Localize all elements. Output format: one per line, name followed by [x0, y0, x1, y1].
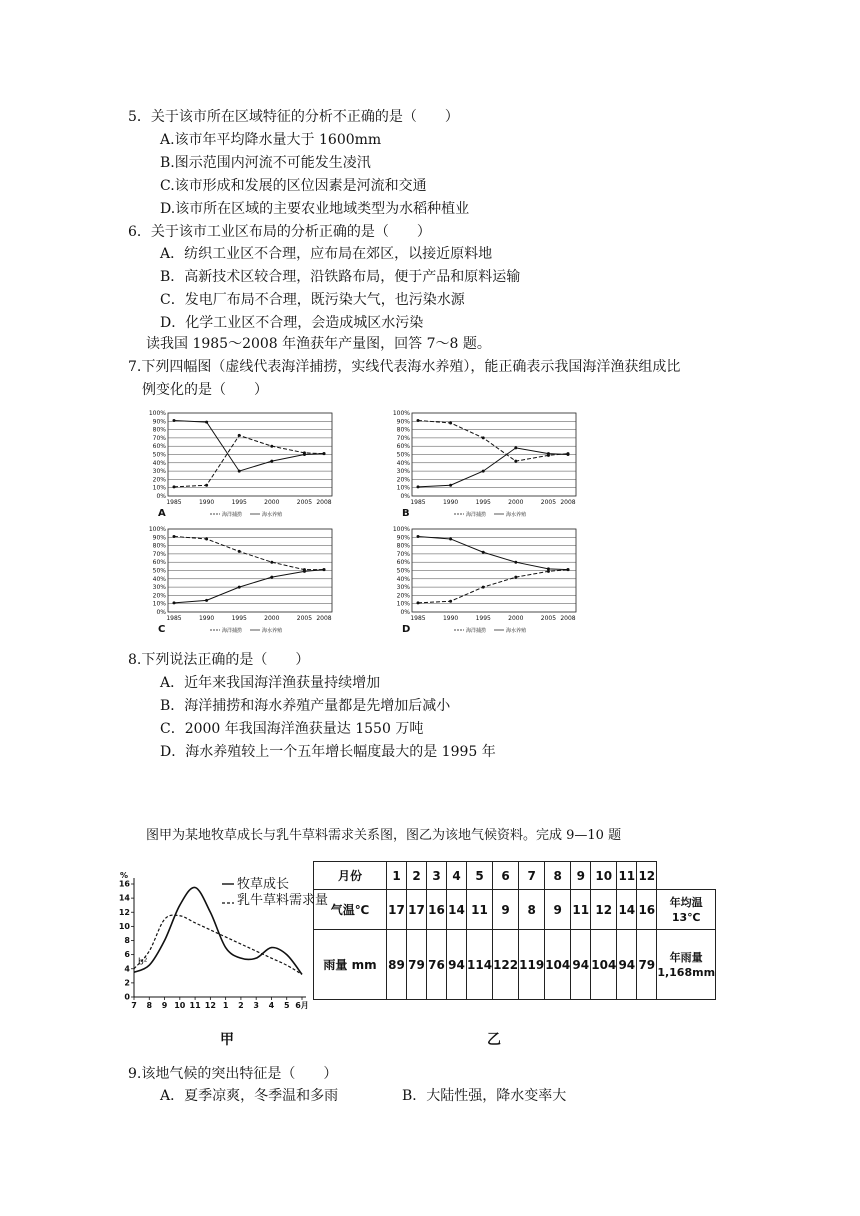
q6-option-b: B．高新技术区较合理，沿铁路布局，便于产品和原料运输: [160, 269, 521, 285]
data-point: [417, 485, 420, 488]
data-point: [205, 537, 208, 540]
x-tick-label: 2005: [540, 499, 557, 506]
y-tick-label: 60%: [396, 559, 410, 567]
data-point: [547, 452, 550, 455]
temp-cell: 16: [427, 890, 447, 930]
x-tick-label: 8: [146, 1001, 153, 1010]
y-tick-label: 80%: [396, 426, 410, 434]
temp-cell: 16: [637, 890, 657, 930]
q8-stem: 8.下列说法正确的是（ ）: [128, 652, 310, 668]
q9-option-a: A．夏季凉爽，冬季温和多雨: [160, 1088, 339, 1104]
data-point: [303, 453, 306, 456]
y-tick-label: 40%: [396, 459, 410, 467]
series-curve-乳牛草料需求量: [134, 915, 302, 974]
q6-option-c: C．发电厂布局不合理，既污染大气，也污染水源: [160, 292, 465, 308]
data-point: [270, 561, 273, 564]
month-cell: 6: [493, 862, 519, 890]
q9-stem: 9.该地气候的突出特征是（ ）: [128, 1066, 338, 1082]
q6-option-d: D．化学工业区不合理，会造成城区水污染: [160, 315, 424, 331]
y-tick-label: 100%: [148, 410, 166, 417]
temp-cell: 12: [591, 890, 617, 930]
data-point: [173, 601, 176, 604]
y-tick-label: 20%: [396, 476, 410, 484]
y-tick-label: 80%: [152, 542, 166, 550]
x-tick-label: 1995: [231, 615, 247, 622]
panel-label: C: [158, 624, 166, 635]
series-line-海洋捕捞: [174, 536, 324, 569]
temp-cell: 9: [493, 890, 519, 930]
temp-summary-value: 13℃: [671, 910, 701, 924]
y-tick-label: 90%: [152, 418, 166, 426]
temp-header: 气温℃: [314, 890, 387, 930]
data-point: [417, 535, 420, 538]
data-point: [238, 586, 241, 589]
panel-label: A: [158, 508, 166, 519]
y-tick-label: 16: [118, 879, 130, 889]
legend-label: 海洋捕捞: [222, 628, 243, 634]
q8-option-c: C．2000 年我国海洋渔获量达 1550 万吨: [160, 721, 424, 737]
month-row: [314, 862, 716, 890]
data-point: [449, 484, 452, 487]
y-tick-label: 80%: [152, 426, 166, 434]
q8-option-d: D．海水养殖较上一个五年增长幅度最大的是 1995 年: [160, 744, 496, 760]
month-cell: 10: [591, 862, 617, 890]
y-tick-label: 100%: [392, 526, 410, 533]
y-tick-label: 4: [124, 964, 130, 974]
y-tick-label: 2: [124, 978, 130, 988]
month-cell: 9: [571, 862, 591, 890]
x-tick-label: 2000: [508, 615, 524, 622]
y-tick-label: 60%: [152, 443, 166, 451]
x-tick-label: 1: [222, 1001, 229, 1010]
y-tick-label: 50%: [396, 567, 410, 575]
month-cell: 8: [545, 862, 571, 890]
q9-option-b: B．大陆性强，降水变率大: [402, 1088, 567, 1104]
temp-summary: [657, 890, 716, 930]
curve-marker-label: b²: [138, 957, 148, 968]
x-tick-label: 2000: [264, 499, 280, 506]
q5-option-a: A.该市年平均降水量大于 1600mm: [160, 132, 382, 148]
legend-label: 海洋捕捞: [222, 512, 243, 518]
y-tick-label: 50%: [396, 451, 410, 459]
x-tick-label: 3: [253, 1001, 259, 1010]
x-tick-label: 2: [238, 1001, 244, 1010]
y-tick-label: 10%: [152, 600, 166, 608]
intro-7-8: 读我国 1985～2008 年渔获年产量图，回答 7～8 题。: [146, 336, 491, 352]
temp-cell: 14: [617, 890, 637, 930]
legend-label: 海水养殖: [506, 628, 527, 634]
y-tick-label: 100%: [392, 410, 410, 417]
x-tick-label: 1990: [442, 499, 459, 506]
data-point: [514, 460, 517, 463]
y-tick-label: 20%: [152, 592, 166, 600]
temp-row: [314, 890, 716, 930]
data-point: [205, 421, 208, 424]
y-tick-label: 14: [118, 893, 130, 903]
rain-cell: 94: [617, 930, 637, 1000]
data-point: [303, 570, 306, 573]
climate-table: [313, 861, 716, 1000]
temp-cell: 14: [447, 890, 467, 930]
x-tick-label: 10: [174, 1001, 186, 1010]
x-tick-label: 2008: [560, 615, 576, 622]
x-tick-label: 1995: [231, 499, 247, 506]
rain-header: 雨量 mm: [314, 930, 387, 1000]
month-cell: 5: [467, 862, 493, 890]
y-tick-label: 50%: [152, 451, 166, 459]
x-tick-label: 1985: [410, 615, 426, 622]
q5-option-c: C.该市形成和发展的区位因素是河流和交通: [160, 178, 427, 194]
y-tick-label: 20%: [396, 592, 410, 600]
y-tick-label: 6: [124, 950, 130, 960]
y-tick-label: 0%: [156, 609, 166, 616]
x-tick-label: 11: [189, 1001, 201, 1010]
rain-row: [314, 930, 716, 1000]
y-tick-label: 10%: [152, 484, 166, 492]
chart-c: [140, 524, 340, 636]
y-tick-label: 100%: [148, 526, 166, 533]
data-point: [173, 535, 176, 538]
series-line-海水养殖: [174, 570, 324, 603]
month-header: 月份: [314, 862, 387, 890]
data-point: [323, 568, 326, 571]
x-tick-label: 2005: [540, 615, 557, 622]
data-point: [449, 421, 452, 424]
x-tick-label: 4: [268, 1001, 275, 1010]
x-tick-label: 1985: [166, 499, 182, 506]
temp-summary-label: 年均温: [669, 895, 703, 909]
data-point: [417, 419, 420, 422]
x-tick-label: 2008: [316, 615, 332, 622]
legend-label: 海洋捕捞: [466, 628, 487, 634]
chart-b: [384, 408, 584, 520]
y-tick-label: 90%: [152, 534, 166, 542]
series-line-海洋捕捞: [418, 570, 568, 603]
series-line-海水养殖: [418, 536, 568, 569]
temp-cell: 8: [519, 890, 545, 930]
y-tick-label: 70%: [152, 434, 166, 442]
series-line-海水养殖: [418, 448, 568, 487]
data-point: [449, 600, 452, 603]
x-tick-label: 1985: [410, 499, 426, 506]
rain-cell: 94: [571, 930, 591, 1000]
rain-cell: 79: [637, 930, 657, 1000]
panel-label: B: [402, 508, 410, 519]
month-cell: 4: [447, 862, 467, 890]
y-tick-label: 30%: [396, 468, 410, 476]
legend-label: 海洋捕捞: [466, 512, 487, 518]
data-point: [270, 460, 273, 463]
data-point: [514, 446, 517, 449]
x-tick-label: 9: [161, 1001, 168, 1010]
series-line-海水养殖: [174, 420, 324, 471]
rain-cell: 119: [519, 930, 545, 1000]
x-tick-label: 1995: [475, 615, 491, 622]
x-tick-label: 2000: [264, 615, 280, 622]
data-point: [417, 601, 420, 604]
month-cell: 12: [637, 862, 657, 890]
data-point: [514, 561, 517, 564]
y-tick-label: 70%: [152, 550, 166, 558]
legend-label: 牧草成长: [237, 877, 290, 892]
month-cell: 2: [407, 862, 427, 890]
x-tick-label: 7: [131, 1001, 137, 1010]
temp-cell: 17: [387, 890, 407, 930]
data-point: [567, 453, 570, 456]
data-point: [270, 445, 273, 448]
data-point: [238, 550, 241, 553]
y-tick-label: 30%: [152, 468, 166, 476]
x-tick-label: 1990: [198, 615, 215, 622]
q7-stem-line2: 例变化的是（ ）: [142, 382, 268, 398]
q5-option-d: D.该市所在区域的主要农业地域类型为水稻种植业: [160, 201, 470, 217]
data-point: [205, 484, 208, 487]
y-tick-label: 30%: [152, 584, 166, 592]
month-cell: 1: [387, 862, 407, 890]
chart-d: [384, 524, 584, 636]
q8-option-a: A．近年来我国海洋渔获量持续增加: [160, 675, 381, 691]
rain-cell: 104: [591, 930, 617, 1000]
x-tick-label: 1985: [166, 615, 182, 622]
x-tick-label: 5: [283, 1001, 290, 1010]
month-cell: 3: [427, 862, 447, 890]
data-point: [173, 419, 176, 422]
series-line-海洋捕捞: [418, 420, 568, 461]
q5-option-b: B.图示范围内河流不可能发生凌汛: [160, 155, 371, 171]
y-tick-label: 0%: [400, 493, 410, 500]
y-tick-label: 70%: [396, 434, 410, 442]
data-point: [482, 436, 485, 439]
y-tick-label: 8: [124, 936, 130, 945]
y-tick-label: 10: [118, 921, 130, 931]
panel-label: D: [402, 624, 411, 635]
data-point: [238, 470, 241, 473]
data-point: [323, 452, 326, 455]
month-cell: 11: [617, 862, 637, 890]
rain-cell: 94: [447, 930, 467, 1000]
data-point: [482, 470, 485, 473]
y-tick-label: 90%: [396, 534, 410, 542]
x-tick-label: 2008: [316, 499, 332, 506]
x-tick-label: 2000: [508, 499, 524, 506]
rain-cell: 79: [407, 930, 427, 1000]
x-tick-label: 2005: [296, 499, 313, 506]
data-point: [567, 568, 570, 571]
rain-summary-label: 年雨量: [669, 950, 703, 964]
rain-summary: [657, 930, 716, 1000]
y-tick-label: 80%: [396, 542, 410, 550]
y-tick-label: 50%: [152, 567, 166, 575]
figure-yi-label: 乙: [487, 1032, 501, 1048]
data-point: [173, 485, 176, 488]
temp-cell: 11: [571, 890, 591, 930]
y-tick-label: 60%: [396, 443, 410, 451]
legend-label: 海水养殖: [506, 512, 527, 518]
q6-option-a: A．纺织工业区不合理，应布局在郊区，以接近原料地: [160, 246, 493, 262]
x-tick-label: 6月: [295, 1001, 309, 1010]
y-tick-label: 40%: [396, 575, 410, 583]
data-point: [238, 434, 241, 437]
y-tick-label: 0: [124, 992, 130, 1002]
y-tick-label: 40%: [152, 575, 166, 583]
q5-stem: 5．关于该市所在区域特征的分析不正确的是（ ）: [128, 109, 459, 125]
figure-jia-label: 甲: [220, 1032, 234, 1048]
q8-option-b: B．海洋捕捞和海水养殖产量都是先增加后减小: [160, 698, 451, 714]
data-point: [482, 586, 485, 589]
q7-stem-line1: 7.下列四幅图（虚线代表海洋捕捞，实线代表海水养殖），能正确表示我国海洋渔获组成比: [128, 359, 681, 375]
x-tick-label: 1990: [442, 615, 459, 622]
y-tick-label: 30%: [396, 584, 410, 592]
legend-label: 乳牛草料需求量: [237, 893, 329, 908]
month-cell: 7: [519, 862, 545, 890]
y-unit-label: %: [120, 871, 129, 880]
y-tick-label: 90%: [396, 418, 410, 426]
y-tick-label: 70%: [396, 550, 410, 558]
data-point: [482, 551, 485, 554]
temp-cell: 17: [407, 890, 427, 930]
rain-cell: 104: [545, 930, 571, 1000]
x-tick-label: 2005: [296, 615, 313, 622]
x-tick-label: 1995: [475, 499, 491, 506]
y-tick-label: 40%: [152, 459, 166, 467]
temp-cell: 11: [467, 890, 493, 930]
y-tick-label: 0%: [156, 493, 166, 500]
data-point: [205, 599, 208, 602]
y-tick-label: 10%: [396, 484, 410, 492]
x-tick-label: 1990: [198, 499, 215, 506]
q6-stem: 6．关于该市工业区布局的分析正确的是（ ）: [128, 224, 431, 240]
intro-9-10: 图甲为某地牧草成长与乳牛草料需求关系图，图乙为该地气候资料。完成 9—10 题: [146, 828, 622, 843]
legend-label: 海水养殖: [262, 512, 283, 518]
y-tick-label: 12: [118, 907, 130, 917]
y-tick-label: 60%: [152, 559, 166, 567]
y-tick-label: 10%: [396, 600, 410, 608]
rain-summary-value: 1,168mm: [657, 965, 716, 979]
data-point: [514, 576, 517, 579]
x-tick-label: 2008: [560, 499, 576, 506]
legend-label: 海水养殖: [262, 628, 283, 634]
rain-cell: 122: [493, 930, 519, 1000]
chart-a: [140, 408, 340, 520]
temp-cell: 9: [545, 890, 571, 930]
rain-cell: 114: [467, 930, 493, 1000]
data-point: [547, 567, 550, 570]
rain-cell: 76: [427, 930, 447, 1000]
data-point: [270, 576, 273, 579]
y-tick-label: 20%: [152, 476, 166, 484]
x-tick-label: 12: [204, 1001, 216, 1010]
data-point: [449, 537, 452, 540]
y-tick-label: 0%: [400, 609, 410, 616]
rain-cell: 89: [387, 930, 407, 1000]
